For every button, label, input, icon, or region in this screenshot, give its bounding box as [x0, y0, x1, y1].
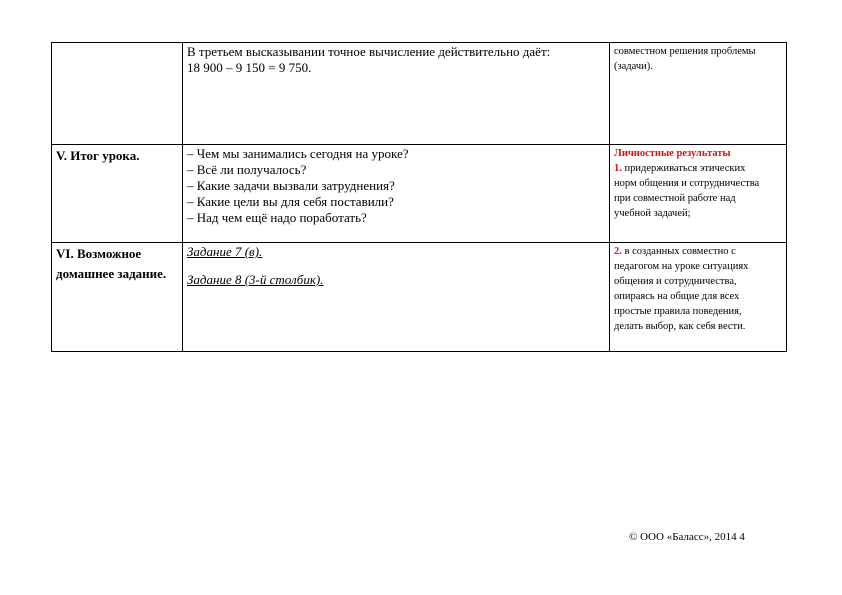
table-row [52, 243, 787, 352]
content-line: В третьем высказывании точное вычисление действительно даёт: [187, 44, 551, 59]
results-line: совместном решения проблемы [614, 46, 756, 57]
content-cell [183, 243, 610, 352]
stage-label: домашнее задание. [56, 266, 167, 281]
content-cell [183, 43, 610, 145]
stage-label: VI. Возможное [56, 246, 142, 261]
stage-cell [52, 243, 183, 352]
results-line: (задачи). [614, 61, 653, 72]
content-line: 18 900 – 9 150 = 9 750. [187, 60, 312, 75]
results-line: простые правила поведения, [614, 306, 742, 317]
results-cell [610, 243, 787, 352]
page-footer: © ООО «Баласс», 2014 4 [629, 531, 745, 543]
results-line: учебной задачей; [614, 208, 691, 219]
question-line: – Чем мы занимались сегодня на уроке? [187, 146, 409, 161]
results-cell [610, 145, 787, 243]
content-cell [183, 145, 610, 243]
results-line: норм общения и сотрудничества [614, 178, 760, 189]
results-line [614, 244, 782, 259]
results-cell [610, 43, 787, 145]
stage-cell [52, 43, 183, 145]
results-line: делать выбор, как себя вести. [614, 321, 746, 332]
homework-task-link[interactable]: Задание 8 (3-й столбик). [187, 272, 324, 287]
results-heading: Личностные результаты [614, 148, 731, 159]
table-row [52, 43, 787, 145]
results-first-line: в созданных совместно с [621, 246, 736, 257]
table-row [52, 145, 787, 243]
results-number: 1. [614, 163, 622, 174]
stage-label: V. Итог урока. [56, 148, 140, 163]
results-first-line: придерживаться этических [621, 163, 746, 174]
question-line: – Какие цели вы для себя поставили? [187, 194, 394, 209]
results-line: опираясь на общие для всех [614, 291, 740, 302]
results-number: 2. [614, 246, 622, 257]
question-line: – Какие задачи вызвали затруднения? [187, 178, 395, 193]
lesson-table [51, 42, 787, 352]
homework-task-link[interactable]: Задание 7 (в). [187, 244, 263, 259]
stage-cell [52, 145, 183, 243]
results-line: общения и сотрудничества, [614, 276, 737, 287]
results-line: при совместной работе над [614, 193, 736, 204]
question-line: – Над чем ещё надо поработать? [187, 210, 367, 225]
question-line: – Всё ли получалось? [187, 162, 307, 177]
results-line [614, 161, 782, 176]
results-line: педагогом на уроке ситуациях [614, 261, 749, 272]
